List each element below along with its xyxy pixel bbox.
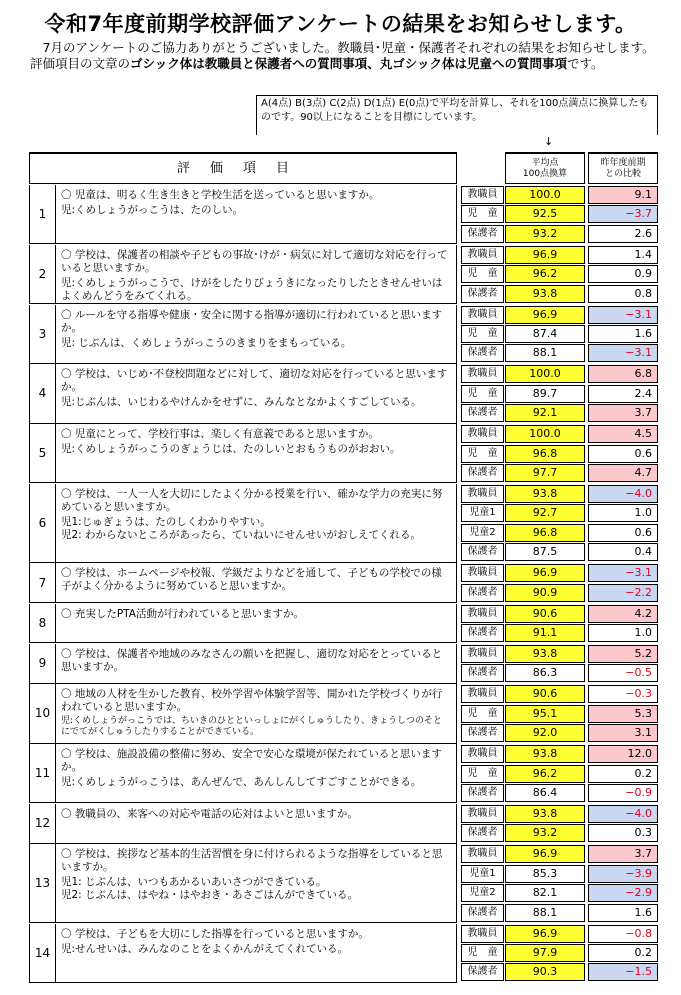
question-number: 6 [30,484,56,562]
child-question-text: 児:くめしょうがっこうは、あんぜんで、あんしんしてすごすことができる。 [61,776,422,789]
page-title: 令和7年度前期学校評価アンケートの結果をお知らせします。 [44,12,637,36]
comparison-value: 5.2 [588,645,658,663]
question-number: 5 [30,424,56,482]
average-score: 87.4 [505,325,585,343]
average-score: 95.1 [505,705,585,723]
question-text-block [61,309,448,350]
average-score: 93.8 [505,485,585,503]
question-text: 〇 ルールを守る指導や健康・安全に関する指導が適切に行われていると思いますか。 [61,308,443,334]
average-score: 96.2 [505,265,585,283]
respondent-label: 児童1 [461,865,504,883]
question-row [29,844,457,923]
average-score: 86.4 [505,784,585,802]
respondent-label: 児 童 [461,265,504,283]
question-number: 7 [30,563,56,602]
comparison-value: −3.9 [588,865,658,883]
question-text-block [61,608,448,621]
average-score: 90.3 [505,963,585,981]
respondent-label: 児 童 [461,445,504,463]
child-question-text: 児2: じぶんは、はやね・はやおき・あさごはんができている。 [61,889,359,902]
respondent-label: 保護者 [461,784,504,802]
comparison-value: 2.4 [588,385,658,403]
respondent-label: 教職員 [461,925,504,943]
average-score: 97.9 [505,944,585,962]
question-row [29,604,457,644]
average-score: 93.8 [505,745,585,763]
average-score: 93.8 [505,645,585,663]
question-number: 11 [30,744,56,802]
average-score: 90.9 [505,584,585,602]
comparison-value: 1.6 [588,904,658,922]
comparison-value: −3.1 [588,306,658,324]
respondent-label: 教職員 [461,605,504,623]
average-score: 90.6 [505,605,585,623]
comparison-value: 0.2 [588,765,658,783]
respondent-label: 児童1 [461,504,504,522]
question-text-block [61,488,448,542]
respondent-label: 保護者 [461,824,504,842]
question-row [29,305,457,364]
comparison-value: −3.1 [588,344,658,362]
average-score: 91.1 [505,624,585,642]
question-text: 〇 児童は、明るく生き生きと学校生活を送っていると思いますか。 [61,189,380,201]
question-row [29,924,457,983]
question-number: 8 [30,604,56,643]
question-row [29,245,457,304]
child-question-text: 児1: じぶんは、いつもあかるいあいさつができている。 [61,876,327,889]
comparison-value: −0.8 [588,925,658,943]
comparison-value: −0.5 [588,664,658,682]
question-row [29,744,457,803]
intro-part2: です。 [567,55,604,71]
average-score: 96.9 [505,925,585,943]
question-row [29,644,457,684]
respondent-label: 保護者 [461,584,504,602]
comparison-value: 0.6 [588,524,658,542]
respondent-label: 児 童 [461,325,504,343]
respondent-label: 児 童 [461,944,504,962]
question-text: 〇 学校は、保護者や地域のみなさんの願いを把握し、適切な対応をとっていると思いますか。 [61,648,443,673]
question-text: 〇 教職員の、来客への対応や電話の応対はよいと思いますか。 [61,808,358,820]
child-question-text: 児:くめしょうがっこうでは、ちいきのひとといっしょにがくしゅうしたり、きょうしつのそとにでてがくしゅうしたりすることができている。 [61,716,443,738]
down-arrow-icon: ↓ [544,135,554,148]
header-item: 評価項目 [29,152,457,184]
comparison-value: 3.7 [588,845,658,863]
intro-text [30,40,660,71]
comparison-value: 0.4 [588,543,658,561]
respondent-label: 保護者 [461,543,504,561]
average-score: 96.9 [505,306,585,324]
question-number: 14 [30,924,56,982]
average-score: 100.0 [505,186,585,204]
comparison-value: 3.1 [588,724,658,742]
respondent-label: 保護者 [461,344,504,362]
question-text-block [61,648,448,674]
comparison-value: −4.0 [588,485,658,503]
comparison-value: 9.1 [588,186,658,204]
average-score: 100.0 [505,365,585,383]
comparison-value: 1.4 [588,246,658,264]
average-score: 96.9 [505,564,585,582]
respondent-label: 教職員 [461,564,504,582]
average-score: 96.2 [505,765,585,783]
header-cmp-line2: との比較 [604,169,641,179]
respondent-label: 教職員 [461,246,504,264]
question-number: 3 [30,305,56,363]
question-text: 〇 充実したPTA活動が行われていると思いますか。 [61,607,304,620]
average-score: 82.1 [505,884,585,902]
comparison-value: 5.3 [588,705,658,723]
comparison-value: −3.1 [588,564,658,582]
average-score: 96.9 [505,246,585,264]
question-text: 〇 学校は、施設設備の整備に努め、安全で安心な環境が保たれていると思いますか。 [61,748,442,774]
question-text: 〇 児童にとって、学校行事は、楽しく有意義であると思いますか。 [61,428,379,441]
question-text-block [61,928,448,956]
respondent-label: 保護者 [461,963,504,981]
header-avg [505,152,585,184]
average-score: 97.7 [505,464,585,482]
question-row [29,563,457,603]
question-row [29,185,457,244]
comparison-value: −2.9 [588,884,658,902]
question-text-block [61,368,448,409]
comparison-value: −0.9 [588,784,658,802]
average-score: 96.8 [505,445,585,463]
question-row [29,684,457,743]
respondent-label: 教職員 [461,745,504,763]
question-text-block [61,249,448,303]
respondent-label: 保護者 [461,225,504,243]
comparison-value: −0.3 [588,685,658,703]
respondent-label: 教職員 [461,365,504,383]
comparison-value: 0.8 [588,285,658,303]
question-number: 2 [30,245,56,303]
question-text: 〇 学校は、子どもを大切にした指導を行っていると思いますか。 [61,927,369,940]
question-text-block [61,688,448,738]
respondent-label: 児童2 [461,524,504,542]
comparison-value: −2.2 [588,584,658,602]
question-text-block [61,567,448,593]
question-number: 10 [30,684,56,742]
child-question-text: 児: じぶんは、くめしょうがっこうのきまりをまもっている。 [61,336,352,349]
respondent-label: 児 童 [461,205,504,223]
comparison-value: 6.8 [588,365,658,383]
respondent-label: 児 童 [461,765,504,783]
respondent-label: 児 童 [461,705,504,723]
question-text: 〇 学校は、ホームページや校報、学級だよりなどを通して、子どもの学校での様子がよく分かるように努めていると思いますか。 [61,567,442,593]
average-score: 96.9 [505,845,585,863]
respondent-label: 保護者 [461,464,504,482]
question-number: 1 [30,185,56,243]
question-row [29,804,457,844]
question-text-block [61,428,448,456]
question-row [29,364,457,423]
respondent-label: 教職員 [461,485,504,503]
comparison-value: 1.0 [588,624,658,642]
header-cmp [588,152,658,184]
respondent-label: 教職員 [461,186,504,204]
child-question-text: 児1:じゅぎょうは、たのしくわかりやすい。 [61,516,271,528]
comparison-value: 4.5 [588,425,658,443]
scoring-note: A(4点) B(3点) C(2点) D(1点) E(0点)で平均を計算し、それを100点満点に換算したものです。90以上になることを目標にしています。 [256,95,658,135]
child-question-text: 児:せんせいは、みんなのことをよくかんがえてくれている。 [61,942,349,955]
average-score: 92.5 [505,205,585,223]
respondent-label: 児童2 [461,884,504,902]
comparison-value: −4.0 [588,805,658,823]
respondent-label: 教職員 [461,685,504,703]
header-avg-line2: 100点換算 [522,169,568,179]
average-score: 96.8 [505,524,585,542]
question-text-block [61,189,448,217]
comparison-value: −1.5 [588,963,658,981]
average-score: 86.3 [505,664,585,682]
question-text: 〇 学校は、保護者の相談や子どもの事故･けが・病気に対して適切な対応を行っていると思いますか。 [61,248,448,274]
intro-bold: ゴシック体は教職員と保護者への質問事項、丸ゴシック体は児童への質問事項 [130,55,568,71]
respondent-label: 児 童 [461,385,504,403]
question-number: 9 [30,644,56,683]
comparison-value: 4.2 [588,605,658,623]
comparison-value: 1.0 [588,504,658,522]
respondent-label: 保護者 [461,624,504,642]
respondent-label: 保護者 [461,285,504,303]
question-number: 13 [30,844,56,922]
comparison-value: 2.6 [588,225,658,243]
respondent-label: 教職員 [461,845,504,863]
child-question-text: 児:くめしょうがっこうで、けがをしたりびょうきになったりしたときせんせいはよくめんどうをみてくれる。 [61,276,443,302]
question-text-block [61,748,448,789]
respondent-label: 教職員 [461,425,504,443]
question-number: 4 [30,364,56,422]
average-score: 100.0 [505,425,585,443]
comparison-value: 0.6 [588,445,658,463]
comparison-value: 4.7 [588,464,658,482]
respondent-label: 保護者 [461,904,504,922]
average-score: 92.1 [505,404,585,422]
average-score: 92.0 [505,724,585,742]
header-avg-line1: 平均点 [531,158,559,168]
child-question-text: 児:じぶんは、いじわるやけんかをせずに、みんなとなかよくすごしている。 [61,396,422,409]
question-text: 〇 地域の人材を生かした教育、校外学習や体験学習等、開かれた学校づくりが行われていると思いますか。 [61,688,443,714]
intro-part1: 7月のアンケートのご協力ありがとうございました。教職員･児童・保護者それぞれの結果をお知らせします。評価項目の文章の [30,40,655,71]
child-question-text: 児:くめしょうがっこうのぎょうじは、たのしいとおもうものがおおい。 [61,443,401,456]
question-row [29,484,457,563]
question-text: 〇 学校は、挨拶など基本的生活習慣を身に付けられるような指導をしていると思いますか。 [61,848,443,874]
child-question-text: 児:くめしょうがっこうは、たのしい。 [61,204,244,216]
respondent-label: 教職員 [461,805,504,823]
comparison-value: −3.7 [588,205,658,223]
average-score: 89.7 [505,385,585,403]
question-row [29,424,457,483]
comparison-value: 0.2 [588,944,658,962]
question-text-block [61,848,448,902]
header-cmp-line1: 昨年度前期 [600,158,646,168]
average-score: 85.3 [505,865,585,883]
comparison-value: 12.0 [588,745,658,763]
child-question-text: 児2: わからないところがあったら、ていねいにせんせいがおしえてくれる。 [61,529,421,541]
comparison-value: 3.7 [588,404,658,422]
average-score: 87.5 [505,543,585,561]
question-number: 12 [30,804,56,843]
respondent-label: 保護者 [461,724,504,742]
respondent-label: 教職員 [461,645,504,663]
respondent-label: 教職員 [461,306,504,324]
comparison-value: 0.9 [588,265,658,283]
average-score: 90.6 [505,685,585,703]
average-score: 88.1 [505,904,585,922]
comparison-value: 1.6 [588,325,658,343]
question-text: 〇 学校は、一人一人を大切にしたよく分かる授業を行い、確かな学力の充実に努めていると思いますか。 [61,488,443,513]
question-text-block [61,808,448,821]
average-score: 93.2 [505,225,585,243]
average-score: 92.7 [505,504,585,522]
comparison-value: 0.3 [588,824,658,842]
average-score: 88.1 [505,344,585,362]
question-text: 〇 学校は、いじめ･不登校問題などに対して、適切な対応を行っていると思いますか。 [61,368,448,394]
respondent-label: 保護者 [461,664,504,682]
average-score: 93.8 [505,805,585,823]
average-score: 93.8 [505,285,585,303]
average-score: 93.2 [505,824,585,842]
respondent-label: 保護者 [461,404,504,422]
